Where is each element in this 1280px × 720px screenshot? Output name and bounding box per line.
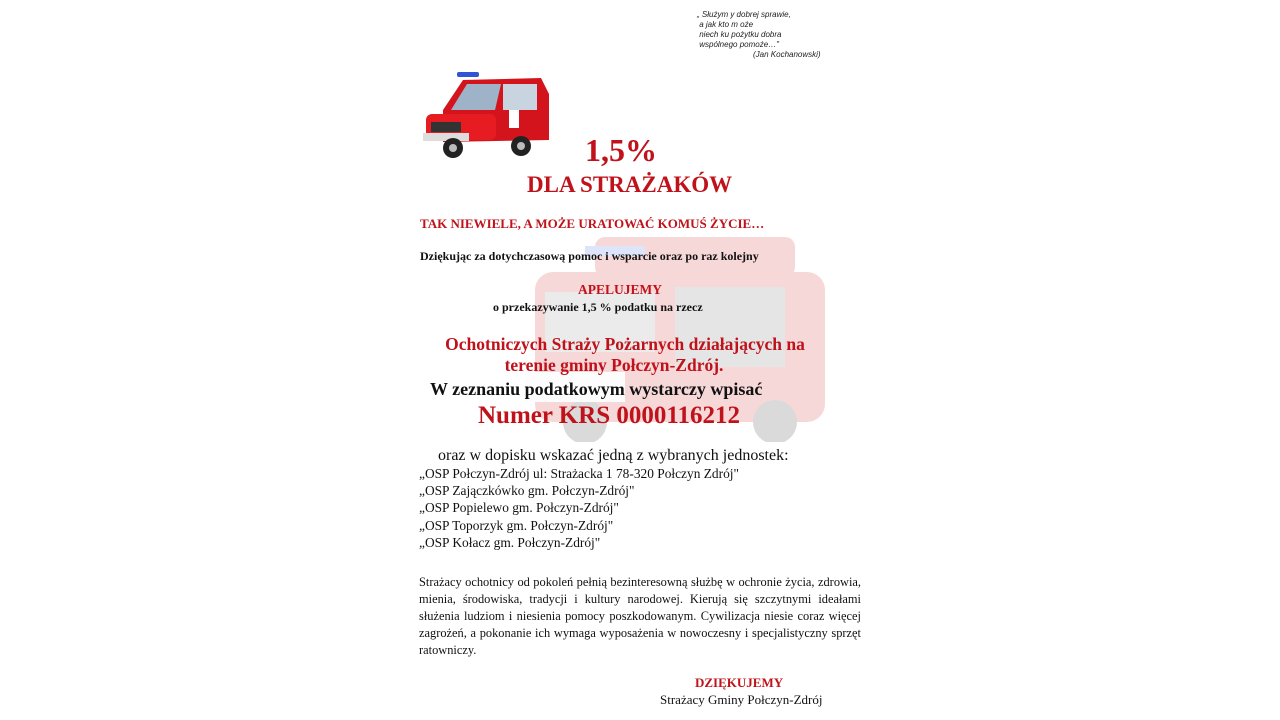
list-item: „OSP Popielewo gm. Połczyn-Zdrój": [419, 500, 619, 516]
closing-thanks: DZIĘKUJEMY: [695, 675, 784, 690]
tagline: TAK NIEWIELE, A MOŻE URATOWAĆ KOMUŚ ŻYCIE…: [420, 216, 765, 231]
quote-line: niech ku pożytku dobra: [697, 30, 782, 39]
quote-line: „ Służym y dobrej sprawie,: [697, 10, 791, 19]
list-item: „OSP Kołacz gm. Połczyn-Zdrój": [419, 534, 601, 550]
quote-line: wspólnego pomoże…": [697, 40, 779, 49]
list-item: „OSP Zajączkówko gm. Połczyn-Zdrój": [419, 483, 635, 499]
organization-line: Ochotniczych Straży Pożarnych działających na: [445, 334, 805, 354]
list-item: „OSP Połczyn-Zdrój ul: Strażacka 1 78-320 Połczyn Zdrój": [419, 466, 739, 481]
appeal-text: o przekazywanie 1,5 % podatku na rzecz: [493, 300, 703, 314]
appeal-heading: APELUJEMY: [578, 282, 662, 297]
quote-block: [697, 10, 821, 60]
quote-line: a jak kto m oże: [697, 20, 754, 29]
signature: Strażacy Gminy Połczyn-Zdrój: [660, 692, 823, 707]
units-intro: oraz w dopisku wskazać jedną z wybranych jednostek:: [438, 447, 789, 464]
page-title: DLA STRAŻAKÓW: [527, 172, 733, 197]
units-list: [419, 465, 739, 551]
quote-author: (Jan Kochanowski): [753, 50, 821, 59]
description-paragraph: Strażacy ochotnicy od pokoleń pełnią bezinteresowną służbę w ochronie życia, zdrowia, mienia, środowiska, tradycji i kultury narodowej. Kierują się szczytnymi ideałami służenia ludziom i niesienia pomocy poszkodowanym. Cywilizacja niesie coraz więcej zagrożeń, a pokonanie ich wymaga wyposażenia w nowoczesny i specjalistyczny sprzęt ratowniczy.: [419, 575, 861, 657]
organization-line: terenie gminy Połczyn-Zdrój.: [504, 355, 724, 375]
thanks-intro: Dziękując za dotychczasową pomoc i wsparcie oraz po raz kolejny: [420, 249, 759, 263]
krs-number: Numer KRS 0000116212: [478, 402, 741, 429]
organization-name: [420, 334, 830, 376]
percent-heading: 1,5%: [585, 132, 657, 168]
fire-truck-image: [423, 70, 551, 160]
list-item: „OSP Toporzyk gm. Połczyn-Zdrój": [419, 517, 614, 533]
tax-instruction: W zeznaniu podatkowym wystarczy wpisać: [430, 379, 763, 399]
